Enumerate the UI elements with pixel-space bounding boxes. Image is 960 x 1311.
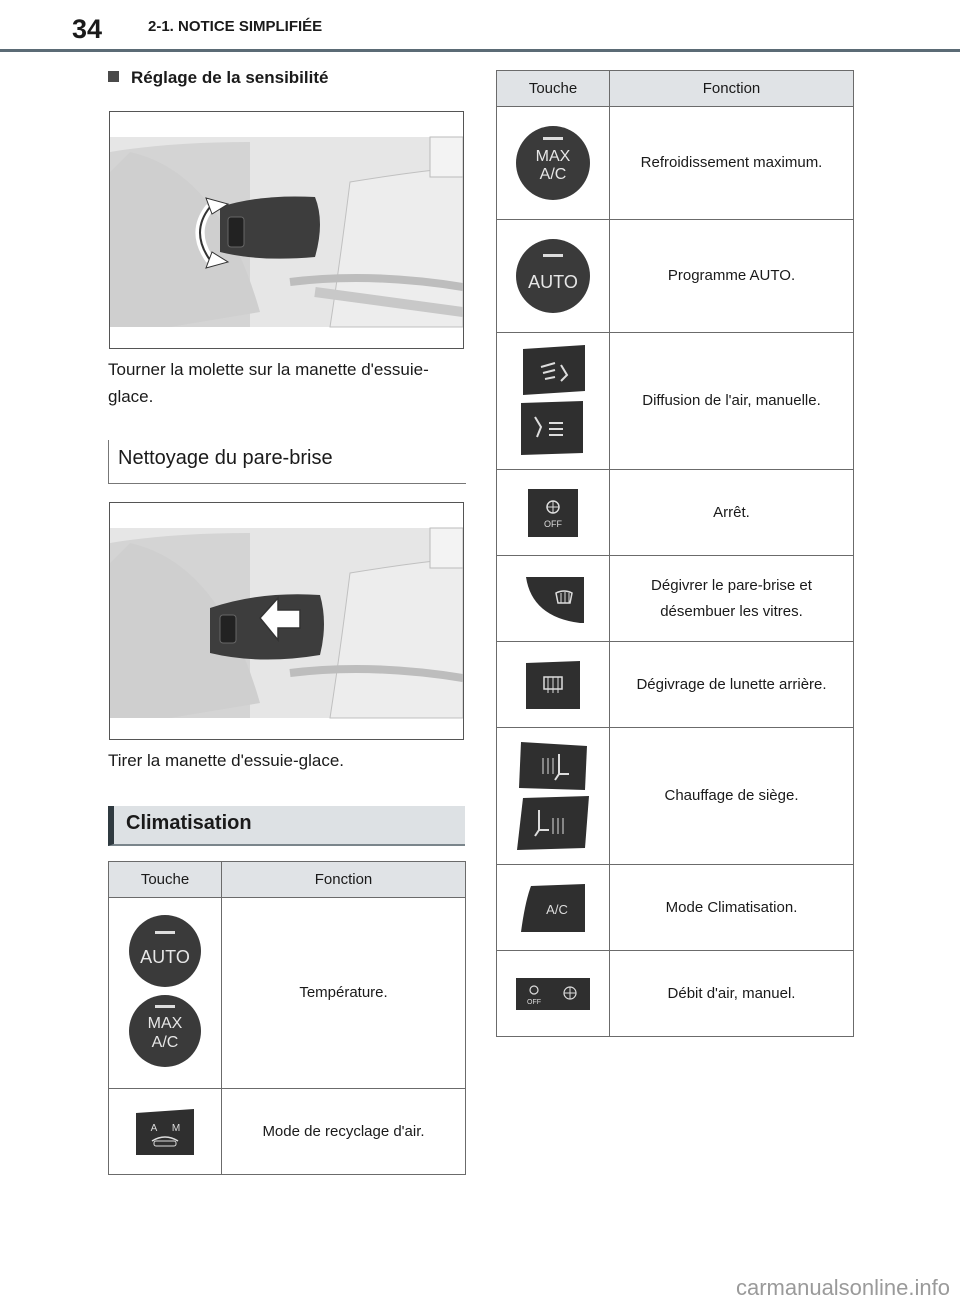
svg-text:MAX: MAX xyxy=(535,148,571,165)
key-cell xyxy=(497,865,610,951)
max-ac-button-icon xyxy=(513,123,593,203)
table-row xyxy=(497,865,854,951)
svg-text:A/C: A/C xyxy=(546,901,568,917)
section-windshield-cleaning xyxy=(108,440,466,484)
function-cell: Chauffage de siège. xyxy=(610,728,854,865)
air-distribution-icon xyxy=(517,345,589,457)
section-windshield-title: Nettoyage du pare-brise xyxy=(118,447,333,469)
function-cell: Refroidissement maximum. xyxy=(610,107,854,220)
key-cell xyxy=(497,556,610,642)
key-cell xyxy=(497,728,610,865)
key-cell xyxy=(497,951,610,1037)
fan-off-icon xyxy=(526,487,580,539)
svg-text:A/C: A/C xyxy=(539,166,567,183)
wiper-rotate-illustration xyxy=(109,111,464,349)
temperature-buttons-icon xyxy=(125,913,205,1073)
header-touche: Touche xyxy=(109,862,222,898)
key-cell xyxy=(497,107,610,220)
function-cell: Dégivrage de lunette arrière. xyxy=(610,642,854,728)
key-cell xyxy=(497,642,610,728)
svg-text:A: A xyxy=(150,1122,158,1134)
header-fonction: Fonction xyxy=(610,71,854,107)
caption-rotate: Tourner la molette sur la manette d'essuie-glace. xyxy=(108,360,429,406)
wiper-pull-illustration xyxy=(109,502,464,740)
key-cell xyxy=(497,220,610,333)
subheading-sensitivity xyxy=(108,68,328,88)
svg-text:MAX: MAX xyxy=(147,1015,183,1032)
svg-text:AUTO: AUTO xyxy=(140,947,190,967)
key-cell xyxy=(497,333,610,470)
key-cell xyxy=(497,470,610,556)
ac-button-icon xyxy=(517,882,589,934)
subheading-text: Réglage de la sensibilité xyxy=(131,68,329,87)
table-header-row xyxy=(497,71,854,107)
clim-table-right xyxy=(496,70,854,1037)
table-row xyxy=(497,642,854,728)
page-header xyxy=(0,0,960,52)
key-cell xyxy=(109,1089,222,1175)
auto-button-icon xyxy=(513,236,593,316)
function-cell: Mode de recyclage d'air. xyxy=(222,1089,466,1175)
windshield-defrost-icon xyxy=(520,573,586,625)
header-touche: Touche xyxy=(497,71,610,107)
function-cell: Programme AUTO. xyxy=(610,220,854,333)
table-row xyxy=(497,728,854,865)
key-cell xyxy=(109,898,222,1089)
table-row xyxy=(497,556,854,642)
svg-text:OFF: OFF xyxy=(527,998,541,1006)
caption-pull: Tirer la manette d'essuie-glace. xyxy=(108,751,344,770)
svg-text:A/C: A/C xyxy=(151,1034,179,1051)
seat-heater-icon xyxy=(515,740,591,852)
function-cell: Débit d'air, manuel. xyxy=(610,951,854,1037)
function-cell: Diffusion de l'air, manuelle. xyxy=(610,333,854,470)
section-title: 2-1. NOTICE SIMPLIFIÉE xyxy=(148,18,323,35)
function-cell: Dégivrer le pare-brise et désembuer les vitres. xyxy=(610,556,854,642)
table-row xyxy=(109,1089,466,1175)
svg-text:AUTO: AUTO xyxy=(528,272,578,292)
page-number: 34 xyxy=(72,14,103,44)
clim-table-left xyxy=(108,861,466,1175)
svg-text:M: M xyxy=(171,1122,181,1134)
section-climatisation xyxy=(108,806,465,846)
header-rule xyxy=(0,49,960,52)
fan-speed-icon xyxy=(514,976,592,1012)
table-row xyxy=(497,107,854,220)
svg-text:OFF: OFF xyxy=(544,518,562,529)
watermark: carmanualsonline.info xyxy=(735,1275,950,1300)
function-cell: Mode Climatisation. xyxy=(610,865,854,951)
square-bullet-icon xyxy=(108,71,119,82)
header-fonction: Fonction xyxy=(222,862,466,898)
rear-defrost-icon xyxy=(522,659,584,711)
table-row xyxy=(109,898,466,1089)
function-cell: Arrêt. xyxy=(610,470,854,556)
table-row xyxy=(497,470,854,556)
function-cell: Température. xyxy=(222,898,466,1089)
recirculation-icon xyxy=(132,1107,198,1157)
table-row xyxy=(497,220,854,333)
table-row xyxy=(497,951,854,1037)
section-climatisation-title: Climatisation xyxy=(126,812,252,834)
table-header-row xyxy=(109,862,466,898)
table-row xyxy=(497,333,854,470)
